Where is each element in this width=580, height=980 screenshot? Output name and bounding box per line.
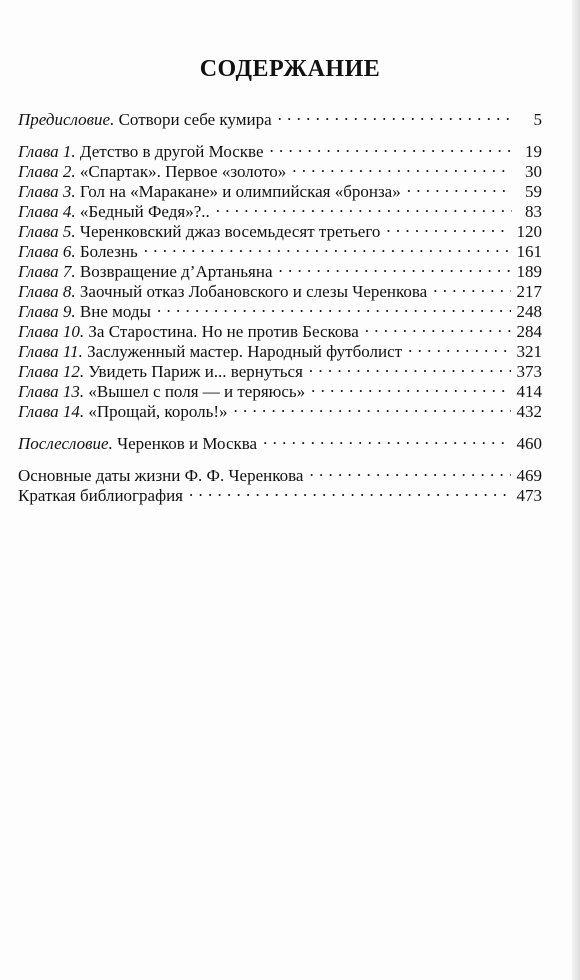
toc-entry-label bbox=[18, 322, 359, 342]
table-of-contents bbox=[18, 105, 542, 505]
toc-entry-prefix: Глава 13. bbox=[18, 382, 85, 401]
toc-page-number: 83 bbox=[525, 202, 542, 221]
toc-page-number: 432 bbox=[516, 402, 542, 421]
dot-leader bbox=[216, 197, 512, 217]
toc-entry-title: За Старостина. Но не против Бескова bbox=[84, 322, 359, 341]
toc-entry-title: Краткая библиография bbox=[18, 486, 183, 505]
dot-leader bbox=[292, 157, 512, 177]
toc-entry-title: Заочный отказ Лобановского и слезы Черенкова bbox=[75, 282, 428, 301]
toc-entry-title: Основные даты жизни Ф. Ф. Черенкова bbox=[18, 466, 304, 485]
toc-entry-prefix: Глава 14. bbox=[18, 402, 85, 421]
toc-page-number: 473 bbox=[516, 486, 542, 505]
toc-entry-title: Черенковский джаз восемьдесят третьего bbox=[75, 222, 381, 241]
dot-leader bbox=[144, 237, 511, 257]
toc-entry-prefix: Глава 4. bbox=[18, 202, 76, 221]
dot-leader bbox=[157, 297, 511, 317]
toc-entry-title: Болезнь bbox=[75, 242, 138, 261]
toc-entry-prefix: Глава 2. bbox=[18, 162, 76, 181]
toc-entry-title: Детство в другой Москве bbox=[75, 142, 264, 161]
toc-entry-title: «Прощай, король!» bbox=[84, 402, 228, 421]
toc-entry-prefix: Глава 10. bbox=[18, 322, 85, 341]
toc-entry-prefix: Глава 6. bbox=[18, 242, 76, 261]
toc-entry-label bbox=[18, 110, 272, 130]
toc-page-number: 19 bbox=[525, 142, 542, 161]
toc-page-number: 321 bbox=[516, 342, 542, 361]
toc-entry-prefix: Глава 1. bbox=[18, 142, 76, 161]
toc-page-number: 5 bbox=[533, 110, 542, 129]
toc-entry-prefix: Глава 7. bbox=[18, 262, 76, 281]
page-edge-shadow bbox=[572, 0, 580, 980]
toc-entry-label bbox=[18, 242, 138, 262]
toc-entry-title: «Спартак». Первое «золото» bbox=[75, 162, 287, 181]
toc-entry-label bbox=[18, 262, 273, 282]
toc-entry-label bbox=[18, 434, 257, 454]
toc-entry-prefix: Глава 12. bbox=[18, 362, 85, 381]
dot-leader bbox=[309, 461, 510, 481]
dot-leader bbox=[407, 177, 512, 197]
toc-entry-prefix: Глава 8. bbox=[18, 282, 76, 301]
toc-entry-label bbox=[18, 202, 210, 222]
toc-entry bbox=[18, 461, 542, 485]
toc-page-number: 284 bbox=[516, 322, 542, 341]
toc-entry-label bbox=[18, 162, 286, 182]
toc-entry-label bbox=[18, 142, 264, 162]
dot-leader bbox=[279, 257, 511, 277]
toc-entry-prefix: Глава 11. bbox=[18, 342, 83, 361]
toc-page-number: 373 bbox=[516, 362, 542, 381]
toc-page-number: 120 bbox=[516, 222, 542, 241]
toc-entry-label bbox=[18, 362, 303, 382]
toc-entry-title: Черенков и Москва bbox=[112, 434, 258, 453]
dot-leader bbox=[365, 317, 511, 337]
dot-leader bbox=[278, 105, 512, 125]
toc-page-number: 217 bbox=[516, 282, 542, 301]
dot-leader bbox=[189, 481, 511, 501]
toc-entry-prefix: Глава 5. bbox=[18, 222, 76, 241]
toc-entry-prefix: Глава 3. bbox=[18, 182, 76, 201]
toc-entry-prefix: Предисловие. bbox=[18, 110, 115, 129]
dot-leader bbox=[270, 137, 512, 157]
dot-leader bbox=[311, 377, 510, 397]
toc-entry-prefix: Глава 9. bbox=[18, 302, 76, 321]
toc-entry-title: «Бедный Федя»?.. bbox=[75, 202, 210, 221]
toc-page-number: 161 bbox=[516, 242, 542, 261]
dot-leader bbox=[386, 217, 510, 237]
toc-entry-title: Сотвори себе кумира bbox=[114, 110, 272, 129]
toc-page-number: 59 bbox=[525, 182, 542, 201]
toc-entry bbox=[18, 105, 542, 129]
page-title: СОДЕРЖАНИЕ bbox=[199, 56, 381, 82]
dot-leader bbox=[234, 397, 511, 417]
toc-page-number: 30 bbox=[525, 162, 542, 181]
toc-entry-label bbox=[18, 402, 228, 422]
toc-entry-title: Гол на «Маракане» и олимпийская «бронза» bbox=[75, 182, 401, 201]
toc-page-number: 248 bbox=[516, 302, 542, 321]
toc-entry-prefix: Послесловие. bbox=[18, 434, 113, 453]
toc-page-number: 460 bbox=[516, 434, 542, 453]
toc-entry-title: Вне моды bbox=[75, 302, 151, 321]
dot-leader bbox=[408, 337, 510, 357]
toc-entry-label bbox=[18, 302, 151, 322]
toc-entry-title: Заслуженный мастер. Народный футболист bbox=[82, 342, 403, 361]
toc-entry-title: Увидеть Париж и... вернуться bbox=[84, 362, 303, 381]
toc-page-number: 189 bbox=[516, 262, 542, 281]
toc-entry-title: Возвращение д’Артаньяна bbox=[75, 262, 273, 281]
toc-page-number: 469 bbox=[516, 466, 542, 485]
toc-entry-label bbox=[18, 486, 183, 506]
toc-entry-title: «Вышел с поля — и теряюсь» bbox=[84, 382, 306, 401]
dot-leader bbox=[309, 357, 511, 377]
toc-page-number: 414 bbox=[516, 382, 542, 401]
dot-leader bbox=[263, 429, 510, 449]
toc-entry bbox=[18, 429, 542, 453]
toc-entry bbox=[18, 137, 542, 161]
dot-leader bbox=[433, 277, 510, 297]
